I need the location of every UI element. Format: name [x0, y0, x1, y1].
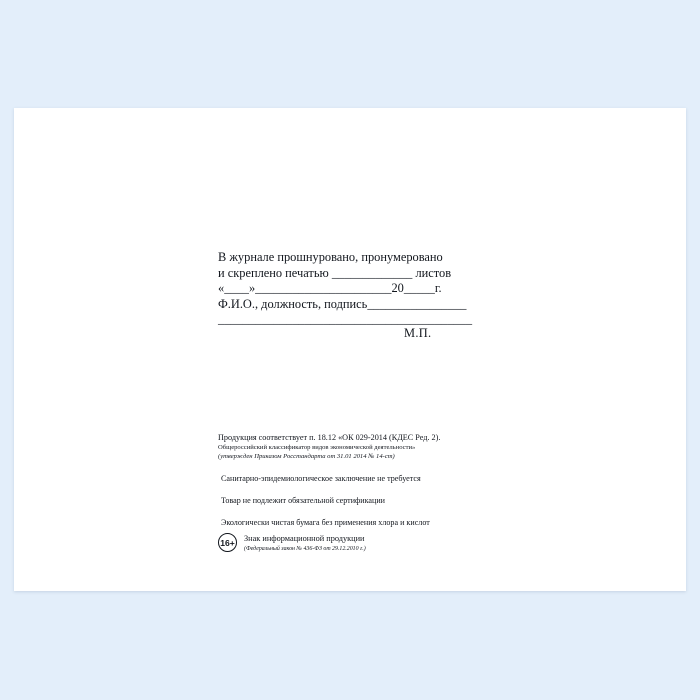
age-mark-row — [218, 533, 366, 553]
stamp-place-label: М.П. — [404, 326, 432, 340]
certification-line-2: и скреплено печатью _____________ листов — [218, 265, 452, 280]
document-page-content — [14, 108, 686, 591]
legal-block — [218, 433, 548, 528]
legal-line-3: (утвержден Приказом Росстандарта от 31.01 2014 № 14-ст) — [218, 453, 395, 461]
legal-note-sanitary: Санитарно-эпидемиологическое заключение не требуется — [221, 473, 421, 483]
certification-line-3: «____»______________________20_____г. — [218, 281, 442, 296]
legal-line-1: Продукция соответствует п. 18.12 «ОК 029-2014 (КДЕС Ред. 2). — [218, 433, 441, 442]
certification-line-5: _________________________________________ — [218, 312, 473, 327]
age-mark-texts — [244, 533, 366, 553]
document-page — [14, 108, 686, 591]
legal-note-certification: Товар не подлежит обязательной сертификации — [221, 495, 386, 505]
certification-block — [218, 250, 518, 328]
certification-line-4: Ф.И.О., должность, подпись________________ — [218, 296, 467, 311]
age-mark-title: Знак информационной продукции — [244, 534, 365, 543]
legal-line-2: Общероссийский классификатор видов экономической деятельности» — [218, 444, 416, 452]
age-mark-subtitle: (Федеральный закон № 436-ФЗ от 29.12.2010 г.) — [244, 545, 366, 552]
age-rating-icon: 16+ — [218, 533, 237, 552]
certification-line-1: В журнале прошнуровано, пронумеровано — [218, 250, 443, 264]
legal-note-eco-paper: Экологически чистая бумага без применения хлора и кислот — [221, 517, 430, 527]
